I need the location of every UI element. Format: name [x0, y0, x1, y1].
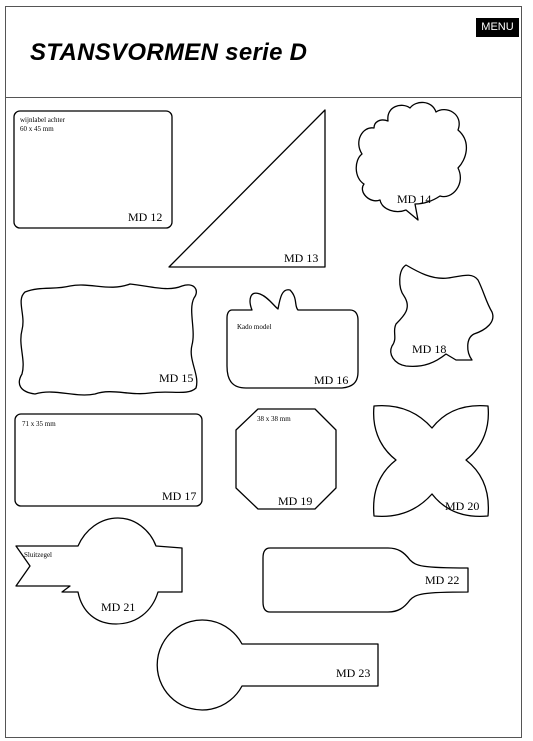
- md16-note: Kado model: [237, 323, 272, 331]
- die-md16[interactable]: [227, 290, 358, 388]
- md17-label: MD 17: [162, 489, 197, 503]
- die-md22[interactable]: [263, 548, 468, 612]
- die-md17[interactable]: [15, 414, 202, 506]
- md22-label: MD 22: [425, 573, 460, 587]
- md12-note-line2: 60 x 45 mm: [20, 125, 54, 133]
- md21-label: MD 21: [101, 600, 136, 614]
- md21-outline: [16, 518, 182, 624]
- md13-outline: [169, 110, 325, 267]
- md19-note: 38 x 38 mm: [257, 415, 291, 423]
- die-md18[interactable]: [391, 265, 493, 366]
- md16-label: MD 16: [314, 373, 349, 387]
- die-md15[interactable]: [19, 284, 197, 395]
- die-md13[interactable]: [169, 110, 325, 267]
- die-md21[interactable]: [16, 518, 182, 624]
- md21-note: Sluitzegel: [24, 551, 52, 559]
- die-md12[interactable]: [14, 111, 172, 228]
- page-title: STANSVORMEN serie D: [30, 39, 308, 66]
- md23-outline: [157, 620, 378, 710]
- die-md23[interactable]: [157, 620, 378, 710]
- md19-label: MD 19: [278, 494, 313, 508]
- md12-label: MD 12: [128, 210, 163, 224]
- md15-label: MD 15: [159, 371, 194, 385]
- md23-label: MD 23: [336, 666, 371, 680]
- die-md19[interactable]: [236, 409, 336, 509]
- md17-note: 71 x 35 mm: [22, 420, 56, 428]
- die-md14[interactable]: [356, 102, 466, 220]
- md12-note-line1: wijnlabel achter: [20, 116, 65, 124]
- md18-label: MD 18: [412, 342, 447, 356]
- md14-label: MD 14: [397, 192, 432, 206]
- menu-button[interactable]: MENU: [476, 18, 519, 37]
- md20-label: MD 20: [445, 499, 480, 513]
- md13-label: MD 13: [284, 251, 319, 265]
- die-md20[interactable]: [374, 406, 489, 517]
